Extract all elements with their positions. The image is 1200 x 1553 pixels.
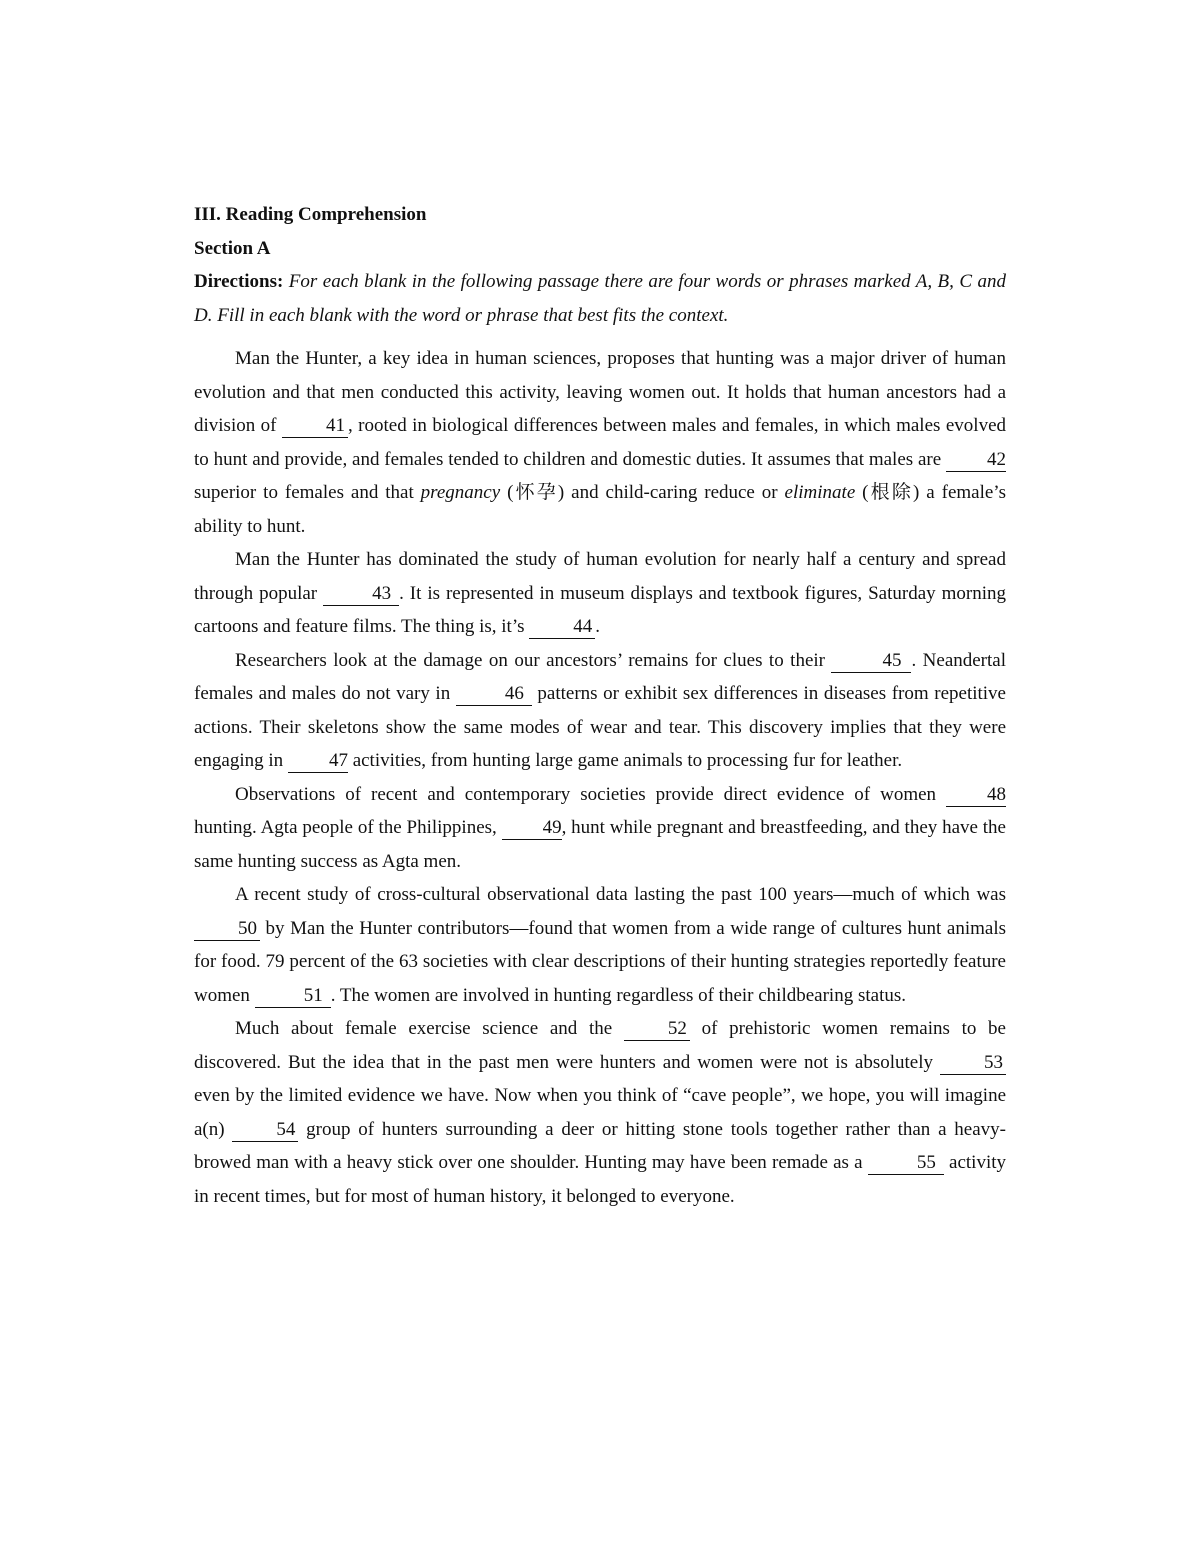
p6-text-f: activity in recent times, but for most of human history, it belonged to everyone. — [194, 1152, 1007, 1207]
p5-text-a: A recent study of cross-cultural observational data lasting the past 100 years—much of which was — [235, 884, 1006, 905]
p6-text-d: even by the limited evidence we have. Now when you think of “cave people”, we hope, you will imagine a(n) — [194, 1085, 1006, 1140]
paragraph-6 — [194, 1012, 1006, 1213]
paragraph-3 — [194, 644, 1006, 778]
paragraph-1 — [194, 342, 1006, 543]
part-title: III. Reading Comprehension — [194, 204, 427, 225]
term-eliminate: eliminate — [784, 482, 856, 503]
blank-54[interactable]: 54 — [232, 1119, 298, 1142]
p1-text-d: superior to females and that — [194, 482, 421, 503]
p3-text-c: . Neandertal females and males do not vary in — [194, 649, 1007, 704]
blank-42[interactable]: 42 — [946, 449, 1006, 472]
p5-text-d: . The women are involved in hunting regardless of their childbearing status. — [330, 984, 906, 1006]
blank-41[interactable]: 41 — [282, 415, 348, 438]
p2-text-a: Man the Hunter has dominated the study of human evolution for nearly half a century and spread through popular — [194, 549, 1006, 604]
blank-44[interactable]: 44 — [529, 616, 595, 639]
p3-text-a: Researchers look at the damage on our ancestors’ remains for clues to their — [235, 649, 832, 671]
p1-text-f: (根除) a female’s ability to hunt. — [194, 482, 1006, 537]
blank-45[interactable]: 45 — [831, 650, 911, 673]
section-title: Section A — [194, 237, 271, 259]
blank-47[interactable]: 47 — [288, 750, 348, 773]
p5-text-c: by Man the Hunter contributors—found that women from a wide range of cultures hunt animals for food. 79 percent of the 63 societies with clear descriptions of their hunting strategies reportedly feature women — [194, 917, 1006, 1006]
p4-text-a: Observations of recent and contemporary societies provide direct evidence of women — [235, 783, 946, 805]
blank-53[interactable]: 53 — [940, 1052, 1006, 1075]
blank-50[interactable]: 50 — [194, 918, 260, 941]
p1-text-c: , rooted in biological differences between males and females, in which males evolved to hunt and provide, and females tended to children and domestic duties. It assumes that males are — [194, 415, 1006, 470]
blank-52[interactable]: 52 — [624, 1018, 690, 1041]
paragraph-4 — [194, 778, 1006, 879]
p2-text-d: . — [595, 616, 600, 637]
p6-text-e: group of hunters surrounding a deer or hitting stone tools together rather than a heavy-browed man with a heavy stick over one shoulder. Hunting may have been remade as a — [194, 1118, 1006, 1173]
p6-text-a: Much about female exercise science and the — [235, 1018, 624, 1039]
p4-text-d: , hunt while pregnant and breastfeeding, and they have the same hunting success as Agta men. — [194, 817, 1006, 872]
blank-48[interactable]: 48 — [946, 784, 1006, 807]
p1-text-a: Man the Hunter, a key idea in human sciences, proposes that hunting was a major driver of human evolution and that men conducted this activity, leaving women out. It holds that human ancestors had a division of — [194, 348, 1006, 436]
p2-text-c: . It is represented in museum displays and textbook figures, Saturday morning cartoons and feature films. The thing is, it’s — [194, 582, 1006, 637]
directions — [194, 265, 1006, 332]
directions-text: For each blank in the following passage there are four words or phrases marked A, B, C and D. Fill in each blank with the word or phrase that best fits the context. — [194, 271, 1006, 326]
p1-text-e: (怀孕) and child-caring reduce or — [500, 482, 785, 503]
blank-46[interactable]: 46 — [456, 683, 532, 706]
p3-text-e: activities, from hunting large game animals to processing fur for leather. — [347, 750, 903, 771]
blank-55[interactable]: 55 — [868, 1152, 944, 1175]
blank-51[interactable]: 51 — [255, 985, 331, 1008]
p6-text-c: of prehistoric women remains to be discovered. But the idea that in the past men were hunters and women were not is absolutely — [194, 1018, 1006, 1073]
blank-43[interactable]: 43 — [323, 583, 399, 606]
p4-text-c: hunting. Agta people of the Philippines, — [194, 817, 502, 838]
term-pregnancy: pregnancy — [420, 482, 501, 503]
blank-49[interactable]: 49 — [502, 817, 562, 840]
p3-text-d: patterns or exhibit sex differences in diseases from repetitive actions. Their skeletons show the same modes of wear and tear. This discovery implies that they were engaging in — [194, 683, 1006, 771]
directions-label: Directions: — [194, 271, 284, 292]
paragraph-5 — [194, 878, 1006, 1012]
paragraph-2 — [194, 543, 1006, 644]
reading-comprehension-page — [194, 198, 1006, 1213]
